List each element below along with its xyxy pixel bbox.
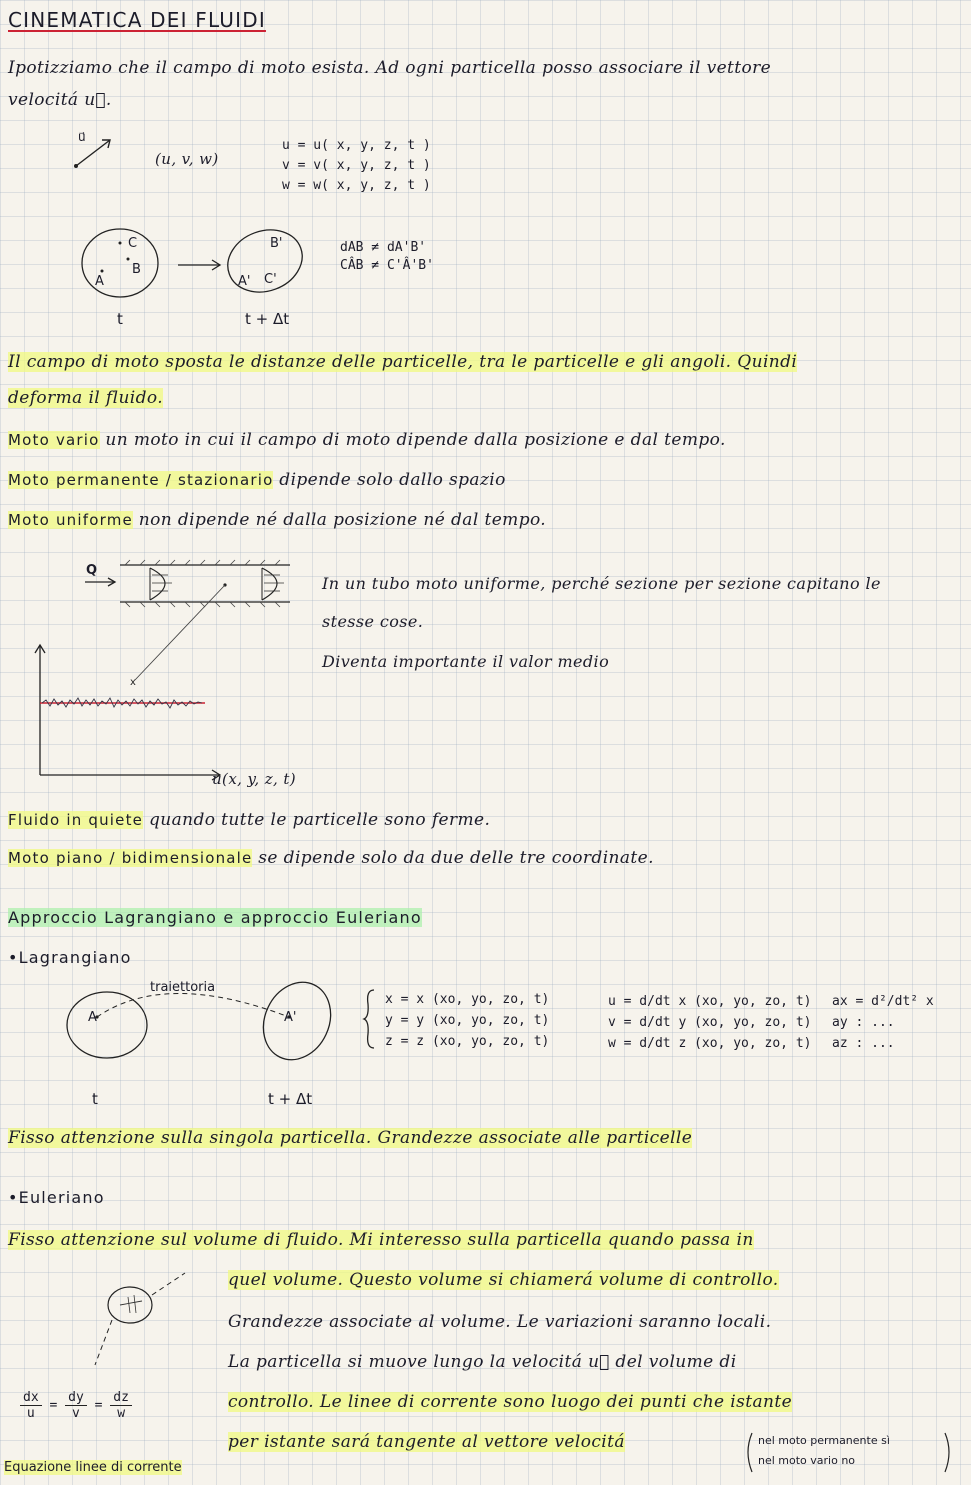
angle-relation: CÂB ≠ C'Â'B' (340, 258, 434, 273)
eq-v: v (72, 1406, 80, 1421)
eq-dz: dz (110, 1390, 132, 1406)
page-title: CINEMATICA DEI FLUIDI (8, 8, 266, 32)
moto-perm-term: Moto permanente / stazionario (8, 471, 274, 489)
point-a-prime: A' (238, 274, 251, 289)
tube-q-label: Q (86, 563, 98, 578)
bracket-note-2: nel moto vario no (758, 1454, 856, 1467)
approcci-title: Approccio Lagrangiano e approccio Euleriano (8, 908, 422, 927)
velocity-eq-v: v = v( x, y, z, t ) (282, 158, 431, 173)
lagrangian-az-eq: az : ... (832, 1036, 895, 1051)
lagrangian-ax-eq: ax = d²/dt² x (832, 994, 934, 1009)
point-a: A (95, 274, 104, 289)
time-after: t + Δt (245, 310, 290, 328)
euler-line-2: quel volume. Questo volume si chiamerá volume di controllo. (228, 1270, 779, 1290)
lagrangian-z-eq: z = z (xo, yo, zo, t) (385, 1034, 550, 1049)
lagrangian-u-eq: u = d/dt x (xo, yo, zo, t) (608, 994, 812, 1009)
streamline-eq-caption: Equazione linee di corrente (4, 1460, 182, 1475)
control-volume-sketch (90, 1265, 200, 1375)
piano-term: Moto piano / bidimensionale (8, 849, 253, 867)
point-c-prime: C' (264, 272, 277, 287)
time-before: t (117, 310, 123, 328)
lagrangiano-title: •Lagrangiano (8, 948, 132, 967)
lagrangian-point-a-prime: A' (284, 1010, 297, 1025)
plot-axis-label: u(x, y, z, t) (212, 770, 297, 788)
lagrangian-x-eq: x = x (xo, yo, zo, t) (385, 992, 550, 1007)
lagrangian-point-a: A (88, 1010, 97, 1025)
piano-row (8, 848, 654, 868)
deform-line-1: Il campo di moto sposta le distanze delle particelle, tra le particelle e gli angoli. Quindi (8, 352, 798, 372)
svg-text:x: x (130, 677, 136, 688)
moto-unif-row (8, 510, 546, 530)
quiete-term: Fluido in quiete (8, 811, 144, 829)
lagrangian-time-dt: t + Δt (268, 1090, 313, 1108)
lagrangian-v-eq: v = d/dt y (xo, yo, zo, t) (608, 1015, 812, 1030)
lagrangian-note: Fisso attenzione sulla singola particella. Grandezze associate alle particelle (8, 1128, 693, 1148)
intro-line-2: velocitá u⃗. (8, 90, 112, 110)
tube-note-3: Diventa importante il valor medio (322, 652, 610, 671)
lagrangian-w-eq: w = d/dt z (xo, yo, zo, t) (608, 1036, 812, 1051)
intro-line-1: Ipotizziamo che il campo di moto esista. Ad ogni particella posso associare il vettore (8, 58, 772, 78)
euler-line-5: controllo. Le linee di corrente sono luogo dei punti che istante (228, 1392, 793, 1412)
lagrangian-time-t: t (92, 1090, 98, 1108)
quiete-row (8, 810, 490, 830)
velocity-fluctuation-plot (30, 640, 260, 780)
distance-relation: dAB ≠ dA'B' (340, 240, 427, 255)
bracket-note-1: nel moto permanente sì (758, 1434, 890, 1447)
euler-line-4: La particella si muove lungo la velocitá u⃗ del volume di (228, 1352, 737, 1372)
eq-u: u (26, 1406, 35, 1421)
streamline-eq: $\frac{dx}{u}$ = $\frac{dy}{v}$ = $\frac{dz}{w}$ (20, 1390, 132, 1421)
moto-vario-term: Moto vario (8, 431, 100, 449)
moto-perm-def: dipende solo dallo spazio (279, 470, 506, 490)
eq-dy: dy (65, 1390, 87, 1406)
eq-w: w (117, 1406, 126, 1421)
eq-dx: dx (20, 1390, 42, 1406)
velocity-components: (u, v, w) (155, 150, 219, 168)
velocity-eq-u: u = u( x, y, z, t ) (282, 138, 431, 153)
tube-note-1: In un tubo moto uniforme, perché sezione per sezione capitano le (322, 574, 881, 593)
lagrangian-y-eq: y = y (xo, yo, zo, t) (385, 1013, 550, 1028)
moto-vario-row (8, 430, 726, 450)
trajectory-label: traiettoria (150, 980, 216, 995)
tube-note-2: stesse cose. (322, 612, 424, 631)
lagrangian-trajectory-diagram (65, 985, 345, 1070)
tube-diagram (80, 560, 300, 610)
velocity-eq-w: w = w( x, y, z, t ) (282, 178, 431, 193)
moto-unif-def: non dipende né dalla posizione né dal tempo. (138, 510, 547, 530)
deform-line-2: deforma il fluido. (8, 388, 164, 408)
point-b: B (132, 262, 141, 277)
euler-line-3: Grandezze associate al volume. Le variazioni saranno locali. (228, 1312, 772, 1332)
moto-vario-def: un moto in cui il campo di moto dipende dalla posizione e dal tempo. (105, 430, 726, 450)
deformation-diagram (80, 225, 320, 305)
velocity-vector-label: u⃗ (78, 130, 86, 144)
moto-unif-term: Moto uniforme (8, 511, 133, 529)
system-brace (362, 988, 376, 1050)
lagrangian-ay-eq: ay : ... (832, 1015, 895, 1030)
euleriano-title: •Euleriano (8, 1188, 105, 1207)
euler-line-6: per istante sará tangente al vettore velocitá (228, 1432, 625, 1452)
euler-line-1: Fisso attenzione sul volume di fluido. Mi interesso sulla particella quando passa in (8, 1230, 754, 1250)
piano-def: se dipende solo da due delle tre coordinate. (258, 848, 654, 868)
point-c: C (128, 236, 138, 251)
moto-perm-row (8, 470, 506, 490)
quiete-def: quando tutte le particelle sono ferme. (148, 810, 491, 830)
point-b-prime: B' (270, 236, 283, 251)
